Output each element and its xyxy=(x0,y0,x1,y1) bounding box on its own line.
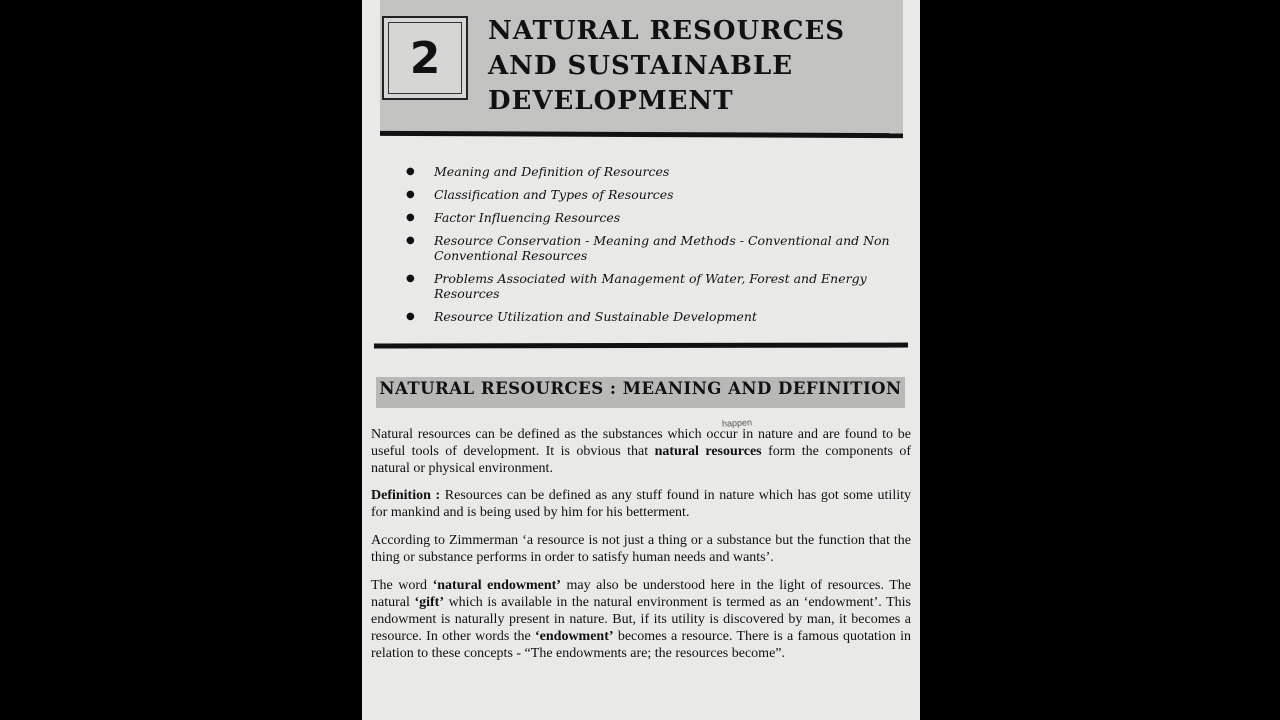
topic-item: ● Problems Associated with Management of Water, Forest and Energy Resources xyxy=(406,271,906,301)
bold-term: ‘natural endowment’ xyxy=(432,578,561,593)
paragraph-definition xyxy=(371,487,911,521)
paragraph-endowment xyxy=(371,577,911,662)
paragraph-text: According to Zimmerman ‘a resource is not just a thing or a substance but the function that the thing or substance performs in order to satisfy human needs and wants’. xyxy=(371,533,911,565)
topic-item: ● Factor Influencing Resources xyxy=(406,210,906,225)
paragraph-text: The word xyxy=(371,578,433,593)
paragraph-text: may also be understood here in the light of resources. The natural xyxy=(371,578,912,610)
chapter-title-line: AND SUSTAINABLE xyxy=(488,51,794,81)
section-heading: NATURAL RESOURCES : MEANING AND DEFINITION xyxy=(379,379,902,398)
chapter-number-box xyxy=(382,16,468,100)
paragraph-text: Resources can be defined as any stuff found in nature which has got some utility for mankind and is being used by him for his betterment. xyxy=(371,488,911,520)
definition-label: Definition : xyxy=(371,488,441,503)
topic-item: ● Resource Conservation - Meaning and Methods - Conventional and Non Conventional Resources xyxy=(406,233,906,263)
paragraph-text: becomes a resource. There is a famous quotation in relation to these concepts - “The endowments are; the resources become”. xyxy=(371,629,911,661)
topic-item: ● Resource Utilization and Sustainable Development xyxy=(406,309,906,324)
chapter-title-line: DEVELOPMENT xyxy=(488,86,734,116)
textbook-page xyxy=(362,0,920,720)
topic-item: ● Meaning and Definition of Resources xyxy=(406,164,906,179)
chapter-title xyxy=(488,14,898,119)
paragraph-text: which is available in the natural environment is termed as an ‘endowment’. This endowment is naturally present in nature. But, if its utility is discovered by man, it becomes a resource. In other words the xyxy=(371,595,912,644)
paragraph-text: Natural resources can be defined as the substances which occur in nature and are found to be useful tools of development. It is obvious that xyxy=(371,427,911,459)
topic-item: ● Classification and Types of Resources xyxy=(406,187,906,202)
bold-term: ‘gift’ xyxy=(414,595,444,610)
bold-term: natural resources xyxy=(654,444,762,459)
header-divider xyxy=(380,131,903,138)
chapter-topics-list xyxy=(406,164,906,332)
topics-divider xyxy=(374,343,908,349)
chapter-number: 2 xyxy=(388,22,462,94)
chapter-title-line: NATURAL RESOURCES xyxy=(488,16,846,46)
paragraph-zimmerman xyxy=(371,532,911,566)
handwritten-annotation: happen xyxy=(721,417,753,429)
paragraph-intro xyxy=(371,426,911,477)
bold-term: ‘endowment’ xyxy=(535,629,614,644)
paragraph-text: form the components of natural or physical environment. xyxy=(371,444,912,476)
